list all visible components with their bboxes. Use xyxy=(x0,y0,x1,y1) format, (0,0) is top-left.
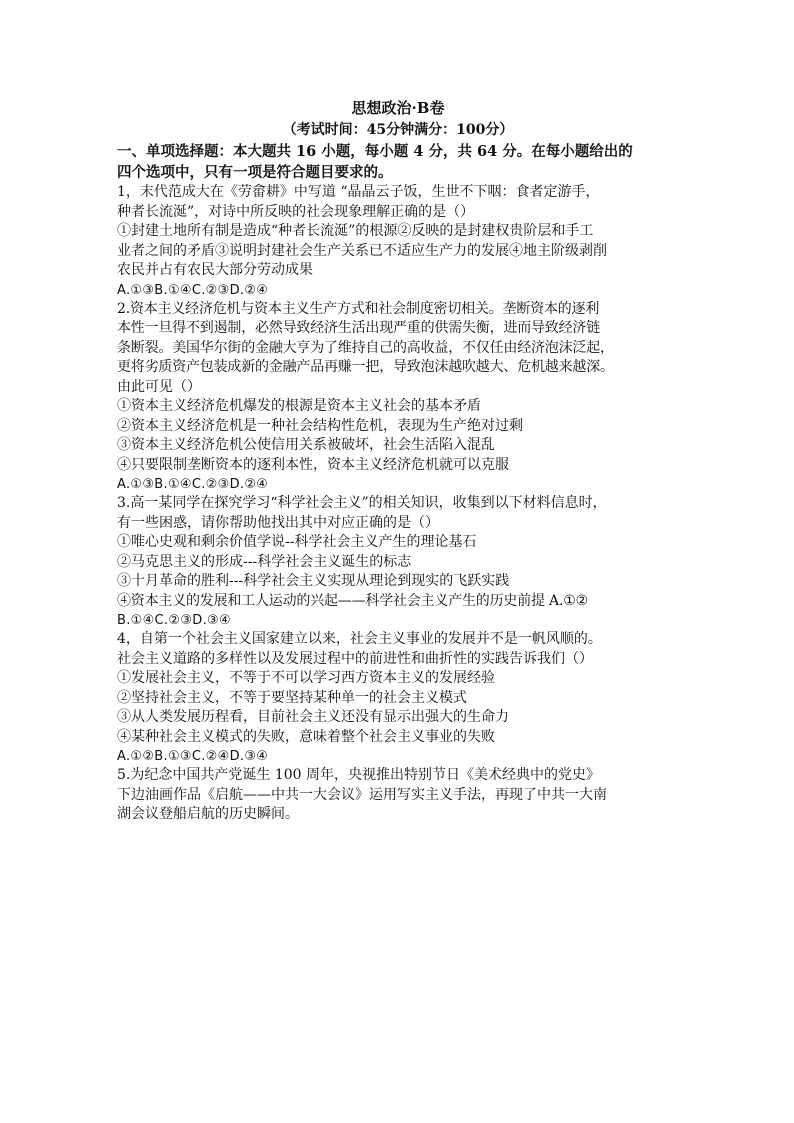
question-line: 更将劣质资产包装成新的金融产品再赚一把，导致泡沫越吹越大、危机越来越深。 xyxy=(117,359,614,375)
option-line: ③资本主义经济危机公使信用关系被破坏，社会生活陷入混乱 xyxy=(117,437,495,453)
question-line: 湖会议登船启航的历史瞬间。 xyxy=(117,806,299,822)
option-line: ①发展社会主义，不等于不可以学习西方资本主义的发展经验 xyxy=(117,670,495,686)
option-line: ④某种社会主义模式的失败，意味着整个社会主义事业的失败 xyxy=(117,728,495,745)
exam-time-info: （考试时间：45分钟满分：100分） xyxy=(282,122,514,138)
option-line: ①唯心史观和剩余价值学说--科学社会主义产生的理论基石 xyxy=(117,534,477,550)
question-line: ①封建土地所有制是造成“种者长流涎”的根源②反映的是封建权贵阶层和手工 xyxy=(117,223,594,239)
question-5 xyxy=(117,766,679,825)
question-line: 农民并占有农民大部分劳动成果 xyxy=(117,262,313,278)
exam-page xyxy=(117,97,679,825)
question-3 xyxy=(117,494,679,630)
answer-options: A.①③B.①④C.②③D.②④ xyxy=(117,477,269,492)
question-line: 5.为纪念中国共产党诞生 100 周年，央视推出特别节日《美术经典中的党史》 xyxy=(117,767,600,783)
answer-options: B.①④C.②③D.③④ xyxy=(117,613,231,628)
section-heading-line-2: 四个选项中，只有一项是符合题目要求的。 xyxy=(117,164,393,181)
section-heading-line-1: 一、单项选择题：本大题共 16 小题，每小题 4 分，共 64 分。在每小题给出的 xyxy=(117,143,633,160)
question-4 xyxy=(117,630,679,766)
question-2 xyxy=(117,300,679,495)
question-line: 1，末代范成大在《劳畲耕》中写道 “晶晶云子饭，生世不下咽：食者定游手， xyxy=(117,184,600,200)
question-line: 3.高一某同学在探究学习“科学社会主义”的相关知识，收集到以下材料信息时， xyxy=(117,495,607,511)
question-line: 种者长流涎”，对诗中所反映的社会现象理解正确的是（） xyxy=(117,203,475,220)
option-line: ④只要限制垄断资本的逐利本性，资本主义经济危机就可以克服 xyxy=(117,456,509,473)
answer-options: A.①③B.①④C.②③D.②④ xyxy=(117,282,269,298)
question-line: 本性一旦得不到遏制，必然导致经济生活出现严重的供需失衡，进而导致经济链 xyxy=(117,320,600,336)
question-line: 4，自第一个社会主义国家建立以来，社会主义事业的发展并不是一帆风顺的。 xyxy=(117,631,602,647)
question-line: 条断裂。美国华尔街的金融大亨为了维持自己的高收益，不仅任由经济泡沫泛起， xyxy=(117,339,614,356)
option-line: ③十月革命的胜利---科学社会主义实现从理论到现实的飞跃实践 xyxy=(117,573,510,589)
question-line: 业者之间的矛盾③说明封建社会生产关系已不适应生产力的发展④地主阶级剥削 xyxy=(117,242,607,259)
question-1 xyxy=(117,183,679,300)
option-line: ②资本主义经济危机是一种社会结构性危机，表现为生产绝对过剩 xyxy=(117,417,523,434)
question-line: 有一些困惑，请你帮助他找出其中对应正确的是（） xyxy=(117,514,439,531)
option-line: ③从人类发展历程看，目前社会主义还没有显示出强大的生命力 xyxy=(117,709,509,725)
option-line: ②马克思主义的形成---科学社会主义诞生的标志 xyxy=(117,553,412,570)
question-line: 2.资本主义经济危机与资本主义生产方式和社会制度密切相关。垄断资本的逐利 xyxy=(117,300,600,317)
option-line: ④资本主义的发展和工人运动的兴起——科学社会主义产生的历史前提 A.①② xyxy=(117,592,588,609)
question-line: 社会主义道路的多样性以及发展过程中的前进性和曲折性的实践告诉我们（） xyxy=(117,650,593,667)
option-line: ①资本主义经济危机爆发的根源是资本主义社会的基本矛盾 xyxy=(117,398,481,414)
question-line: 下边油画作品《启航——中共一大会议》运用写实主义手法，再现了中共一大南 xyxy=(117,786,607,803)
option-line: ②坚持社会主义，不等于要坚持某种单一的社会主义模式 xyxy=(117,689,467,706)
question-line: 由此可见（） xyxy=(117,378,201,395)
answer-options: A.①②B.①③C.②④D.③④ xyxy=(117,749,269,764)
exam-title: 思想政治·B卷 xyxy=(351,99,445,117)
